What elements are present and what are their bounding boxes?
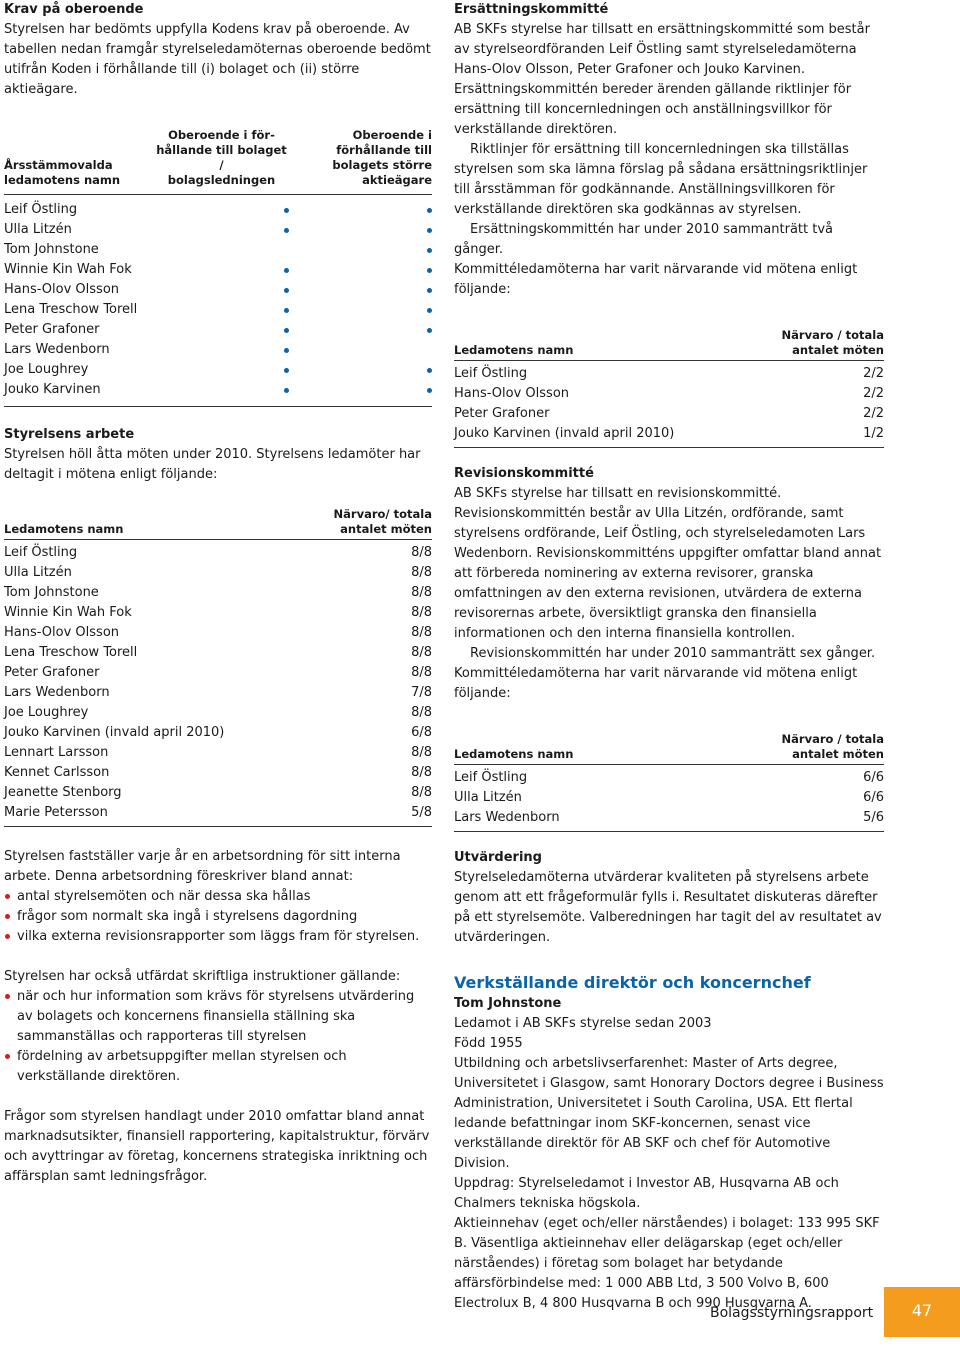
member-name: Joe Loughrey bbox=[4, 705, 89, 720]
member-name: Jouko Karvinen (invald april 2010) bbox=[4, 725, 225, 740]
member-name: Jeanette Stenborg bbox=[4, 785, 122, 800]
ceo-name: Tom Johnstone bbox=[454, 996, 562, 1011]
independence-col2-header bbox=[154, 128, 289, 188]
audit-col2-header bbox=[782, 732, 884, 762]
independence-table bbox=[4, 128, 432, 407]
member-name: Tom Johnstone bbox=[4, 585, 99, 600]
attendance-value: 2/2 bbox=[863, 386, 884, 401]
attendance-value: 8/8 bbox=[411, 765, 432, 780]
attendance-value: 7/8 bbox=[411, 685, 432, 700]
header-line: antalet möten bbox=[340, 522, 432, 536]
header-line: Närvaro / totala bbox=[781, 732, 884, 746]
table-rule bbox=[4, 826, 432, 827]
company-independence-cell bbox=[154, 220, 289, 240]
header-line: Oberoende i bbox=[352, 128, 432, 142]
company-independence-cell bbox=[154, 200, 289, 220]
attendance-value: 8/8 bbox=[411, 785, 432, 800]
member-name: Hans-Olov Olsson bbox=[4, 282, 120, 297]
table-row bbox=[4, 200, 432, 220]
member-name: Leif Östling bbox=[4, 202, 78, 217]
company-independence-cell bbox=[154, 340, 289, 360]
attendance-value: 8/8 bbox=[411, 585, 432, 600]
remuneration-p2: Riktlinjer för ersättning till koncernledningen ska tillställas styrelsen som ska lämna förslag på sådana ersättningsriktlinjer till årsstämman för godkännande. Anställningsvillkoren för verkställande direktören ska godkännas av styrelsen. bbox=[454, 142, 868, 217]
board-attendance-rows bbox=[4, 540, 432, 826]
table-row bbox=[4, 783, 432, 803]
table-row bbox=[4, 623, 432, 643]
table-row bbox=[4, 603, 432, 623]
member-name: Hans-Olov Olsson bbox=[454, 386, 570, 401]
member-name: Lena Treschow Torell bbox=[4, 645, 138, 660]
shareholder-independence-cell bbox=[289, 280, 432, 300]
company-independence-cell bbox=[154, 280, 289, 300]
member-name: Marie Petersson bbox=[4, 805, 108, 820]
attendance-value: 5/8 bbox=[411, 805, 432, 820]
board-work-heading: Styrelsens arbete bbox=[4, 427, 135, 442]
independent-dot-icon bbox=[427, 208, 432, 213]
table-row bbox=[454, 364, 884, 384]
attendance-value: 5/6 bbox=[863, 810, 884, 825]
attendance-value: 8/8 bbox=[411, 565, 432, 580]
header-line: antalet möten bbox=[792, 343, 884, 357]
independent-dot-icon bbox=[427, 268, 432, 273]
member-name: Peter Grafoner bbox=[4, 322, 100, 337]
attendance-value: 8/8 bbox=[411, 605, 432, 620]
company-independence-cell bbox=[154, 300, 289, 320]
header-line: Årsstämmovalda bbox=[4, 158, 113, 172]
independence-table-header bbox=[4, 128, 432, 194]
company-independence-cell bbox=[154, 260, 289, 280]
independent-dot-icon bbox=[427, 248, 432, 253]
page-number: 47 bbox=[911, 1301, 933, 1320]
member-name: Hans-Olov Olsson bbox=[4, 625, 120, 640]
remuneration-p1: AB SKFs styrelse har tillsatt en ersättningskommitté som består av styrelseordföranden Leif Östling samt styrelseledamöterna Hans-Olov Olsson, Peter Grafoner och Jouko Karvinen. Ersättningskommittén bereder ärenden gällande riktlinjer för ersättning till koncernledningen och anställningsvillkor för verkställande direktören. bbox=[454, 22, 870, 137]
remuneration-table-header bbox=[454, 328, 884, 360]
table-row bbox=[4, 583, 432, 603]
attendance-value: 6/8 bbox=[411, 725, 432, 740]
attendance-value: 2/2 bbox=[863, 406, 884, 421]
table-row bbox=[4, 280, 432, 300]
company-independence-cell bbox=[154, 320, 289, 340]
shareholder-independence-cell bbox=[289, 320, 432, 340]
table-row bbox=[4, 220, 432, 240]
ceo-heading: Verkställande direktör och koncernchef bbox=[454, 973, 811, 992]
attendance-value: 8/8 bbox=[411, 745, 432, 760]
audit-p1: AB SKFs styrelse har tillsatt en revisionskommitté. Revisionskommittén består av Ulla Litzén, ordförande, samt styrelsens ordförande, Leif Östling, och styrelseledamoten Lars Wedenborn. Revisionskommitténs uppgifter omfattar bland annat att förbereda nominering av externa revisorer, granska omfattningen av den externa revisionen, utvärdera de externa revisorernas arbete, översiktligt granska den finansiella informationen och den interna finansiella kontrollen. bbox=[454, 486, 882, 641]
header-line: förhållande till bbox=[336, 143, 432, 157]
board-col1-header: Ledamotens namn bbox=[4, 522, 124, 536]
attendance-value: 2/2 bbox=[863, 366, 884, 381]
attendance-value: 8/8 bbox=[411, 645, 432, 660]
board-table-header bbox=[4, 507, 432, 539]
independence-heading: Krav på oberoende bbox=[4, 2, 144, 17]
header-line: Närvaro/ totala bbox=[333, 507, 432, 521]
right-column bbox=[454, 0, 884, 1314]
shareholder-independence-cell bbox=[289, 240, 432, 260]
independence-col3-header bbox=[289, 128, 432, 188]
remuneration-heading: Ersättningskommitté bbox=[454, 2, 609, 17]
attendance-value: 6/6 bbox=[863, 790, 884, 805]
attendance-value: 1/2 bbox=[863, 426, 884, 441]
table-row bbox=[454, 424, 884, 444]
independent-dot-icon bbox=[427, 328, 432, 333]
shareholder-independence-cell bbox=[289, 300, 432, 320]
list-item: vilka externa revisionsrapporter som läggs fram för styrelsen. bbox=[4, 927, 432, 947]
member-name: Kennet Carlsson bbox=[4, 765, 110, 780]
remuneration-table bbox=[454, 328, 884, 448]
evaluation-text: Styrelseledamöterna utvärderar kvaliteten på styrelsens arbete genom att ett frågeformulär fylls i. Resultatet diskuteras därefter på ett styrelsemöte. Valberedningen har tagit del av resultatet av utvärderingen. bbox=[454, 870, 882, 945]
table-row bbox=[4, 643, 432, 663]
member-name: Leif Östling bbox=[454, 366, 528, 381]
table-row bbox=[4, 663, 432, 683]
table-row bbox=[454, 384, 884, 404]
member-name: Leif Östling bbox=[4, 545, 78, 560]
remuneration-col2-header bbox=[782, 328, 884, 358]
table-row bbox=[4, 683, 432, 703]
member-name: Lars Wedenborn bbox=[4, 685, 110, 700]
member-name: Ulla Litzén bbox=[4, 565, 72, 580]
remuneration-col1-header: Ledamotens namn bbox=[454, 343, 574, 357]
company-independence-cell bbox=[154, 380, 289, 400]
table-row bbox=[4, 360, 432, 380]
evaluation-heading: Utvärdering bbox=[454, 850, 542, 865]
shareholder-independence-cell bbox=[289, 220, 432, 240]
audit-col1-header: Ledamotens namn bbox=[454, 747, 574, 761]
procedure-intro: Styrelsen fastställer varje år en arbetsordning för sitt interna arbete. Denna arbetsordning föreskriver bland annat: bbox=[4, 849, 401, 884]
member-name: Joe Loughrey bbox=[4, 362, 89, 377]
shareholder-independence-cell bbox=[289, 360, 432, 380]
list-item: när och hur information som krävs för styrelsens utvärdering av bolagets och koncernens finansiella ställning ska sammanställas och rapporteras till styrelsen bbox=[4, 987, 432, 1047]
board-closing-text: Frågor som styrelsen handlagt under 2010 omfattar bland annat marknadsutsikter, finansiell rapportering, kapitalstruktur, förvärv och avyttringar av företag, koncernens strategiska inriktning och affärsplan samt ledningsfrågor. bbox=[4, 1109, 430, 1184]
table-row bbox=[4, 803, 432, 823]
company-independence-cell bbox=[154, 360, 289, 380]
list-item: frågor som normalt ska ingå i styrelsens dagordning bbox=[4, 907, 432, 927]
member-name: Winnie Kin Wah Fok bbox=[4, 605, 132, 620]
independence-col1-header bbox=[4, 158, 154, 188]
member-name: Ulla Litzén bbox=[4, 222, 72, 237]
audit-rows bbox=[454, 765, 884, 831]
ceo-line: Aktieinnehav (eget och/eller närståendes) i bolaget: 133 995 SKF B. Väsentliga aktieinnehav eller delägarskap (eget och/eller närståendes) i företag som bolaget har betydande affärsförbindelse med: 1 000 ABB Ltd, 3 500 Volvo B, 600 Electrolux B, 4 800 Husqvarna B och 990 Husqvarna A. bbox=[454, 1216, 880, 1311]
attendance-value: 8/8 bbox=[411, 665, 432, 680]
attendance-value: 8/8 bbox=[411, 705, 432, 720]
member-name: Winnie Kin Wah Fok bbox=[4, 262, 132, 277]
table-row bbox=[4, 563, 432, 583]
header-line: bolagets större bbox=[332, 158, 432, 172]
independence-text: Styrelsen har bedömts uppfylla Kodens krav på oberoende. Av tabellen nedan framgår styrelseledamöternas oberoende bedömt utifrån Koden i förhållande till (i) bolaget och (ii) större aktieägare. bbox=[4, 22, 431, 97]
member-name: Lennart Larsson bbox=[4, 745, 109, 760]
header-line: antalet möten bbox=[792, 747, 884, 761]
procedure-list bbox=[4, 887, 432, 947]
attendance-value: 8/8 bbox=[411, 625, 432, 640]
table-rule bbox=[454, 447, 884, 448]
independence-rows bbox=[4, 195, 432, 406]
table-row bbox=[4, 240, 432, 260]
remuneration-p3: Ersättningskommittén har under 2010 sammanträtt två gånger. bbox=[454, 222, 833, 257]
header-line: hållande till bolaget / bbox=[156, 143, 287, 172]
table-row bbox=[4, 703, 432, 723]
independent-dot-icon bbox=[427, 288, 432, 293]
table-row bbox=[4, 260, 432, 280]
shareholder-independence-cell bbox=[289, 200, 432, 220]
audit-heading: Revisionskommitté bbox=[454, 466, 594, 481]
attendance-value: 8/8 bbox=[411, 545, 432, 560]
audit-table bbox=[454, 732, 884, 832]
table-row bbox=[454, 808, 884, 828]
instructions-intro: Styrelsen har också utfärdat skriftliga instruktioner gällande: bbox=[4, 969, 401, 984]
table-row bbox=[4, 763, 432, 783]
table-row bbox=[454, 768, 884, 788]
audit-p3: Kommittéledamöterna har varit närvarande vid mötena enligt följande: bbox=[454, 666, 858, 701]
left-column bbox=[4, 0, 432, 1187]
table-row bbox=[4, 340, 432, 360]
shareholder-independence-cell bbox=[289, 260, 432, 280]
member-name: Tom Johnstone bbox=[4, 242, 99, 257]
header-line: Oberoende i för- bbox=[168, 128, 275, 142]
audit-table-header bbox=[454, 732, 884, 764]
independent-dot-icon bbox=[427, 388, 432, 393]
ceo-line: Utbildning och arbetslivserfarenhet: Master of Arts degree, Universitetet i Glasgow, samt Honorary Doctors degree i Business Administration, Universitetet i South Carolina, USA. Ett flertal ledande befattningar inom SKF-koncernen, senast vice verkställande direktör för AB SKF och chef för Automotive Division. bbox=[454, 1056, 884, 1171]
board-work-text: Styrelsen höll åtta möten under 2010. Styrelsens ledamöter har deltagit i mötena enligt följande: bbox=[4, 447, 421, 482]
table-row bbox=[454, 788, 884, 808]
member-name: Peter Grafoner bbox=[454, 406, 550, 421]
ceo-line: Ledamot i AB SKFs styrelse sedan 2003 bbox=[454, 1016, 712, 1031]
member-name: Lars Wedenborn bbox=[4, 342, 110, 357]
member-name: Ulla Litzén bbox=[454, 790, 522, 805]
list-item: antal styrelsemöten och när dessa ska hållas bbox=[4, 887, 432, 907]
header-line: ledamotens namn bbox=[4, 173, 121, 187]
remuneration-rows bbox=[454, 361, 884, 447]
member-name: Peter Grafoner bbox=[4, 665, 100, 680]
table-rule bbox=[4, 406, 432, 407]
member-name: Lars Wedenborn bbox=[454, 810, 560, 825]
member-name: Jouko Karvinen (invald april 2010) bbox=[454, 426, 675, 441]
ceo-line: Uppdrag: Styrelseledamot i Investor AB, Husqvarna AB och Chalmers tekniska högskola. bbox=[454, 1176, 839, 1211]
table-row bbox=[4, 320, 432, 340]
independent-dot-icon bbox=[427, 368, 432, 373]
header-line: bolagsledningen bbox=[167, 173, 276, 187]
table-row bbox=[4, 723, 432, 743]
instructions-list bbox=[4, 987, 432, 1087]
attendance-value: 6/6 bbox=[863, 770, 884, 785]
table-row bbox=[4, 380, 432, 400]
shareholder-independence-cell bbox=[289, 380, 432, 400]
table-row bbox=[4, 543, 432, 563]
audit-p2: Revisionskommittén har under 2010 sammanträtt sex gånger. bbox=[470, 646, 876, 661]
member-name: Leif Östling bbox=[454, 770, 528, 785]
independent-dot-icon bbox=[427, 308, 432, 313]
independent-dot-icon bbox=[427, 228, 432, 233]
footer-label: Bolagsstyrningsrapport bbox=[710, 1305, 874, 1321]
ceo-line: Född 1955 bbox=[454, 1036, 523, 1051]
board-attendance-table bbox=[4, 507, 432, 827]
table-rule bbox=[454, 831, 884, 832]
member-name: Lena Treschow Torell bbox=[4, 302, 138, 317]
independent-dot-icon bbox=[284, 348, 289, 353]
board-col2-header bbox=[334, 507, 432, 537]
table-row bbox=[4, 743, 432, 763]
header-line: aktieägare bbox=[362, 173, 432, 187]
list-item: fördelning av arbetsuppgifter mellan styrelsen och verkställande direktören. bbox=[4, 1047, 432, 1087]
remuneration-p4: Kommittéledamöterna har varit närvarande vid mötena enligt följande: bbox=[454, 262, 858, 297]
header-line: Närvaro / totala bbox=[781, 328, 884, 342]
member-name: Jouko Karvinen bbox=[4, 382, 101, 397]
table-row bbox=[454, 404, 884, 424]
table-row bbox=[4, 300, 432, 320]
